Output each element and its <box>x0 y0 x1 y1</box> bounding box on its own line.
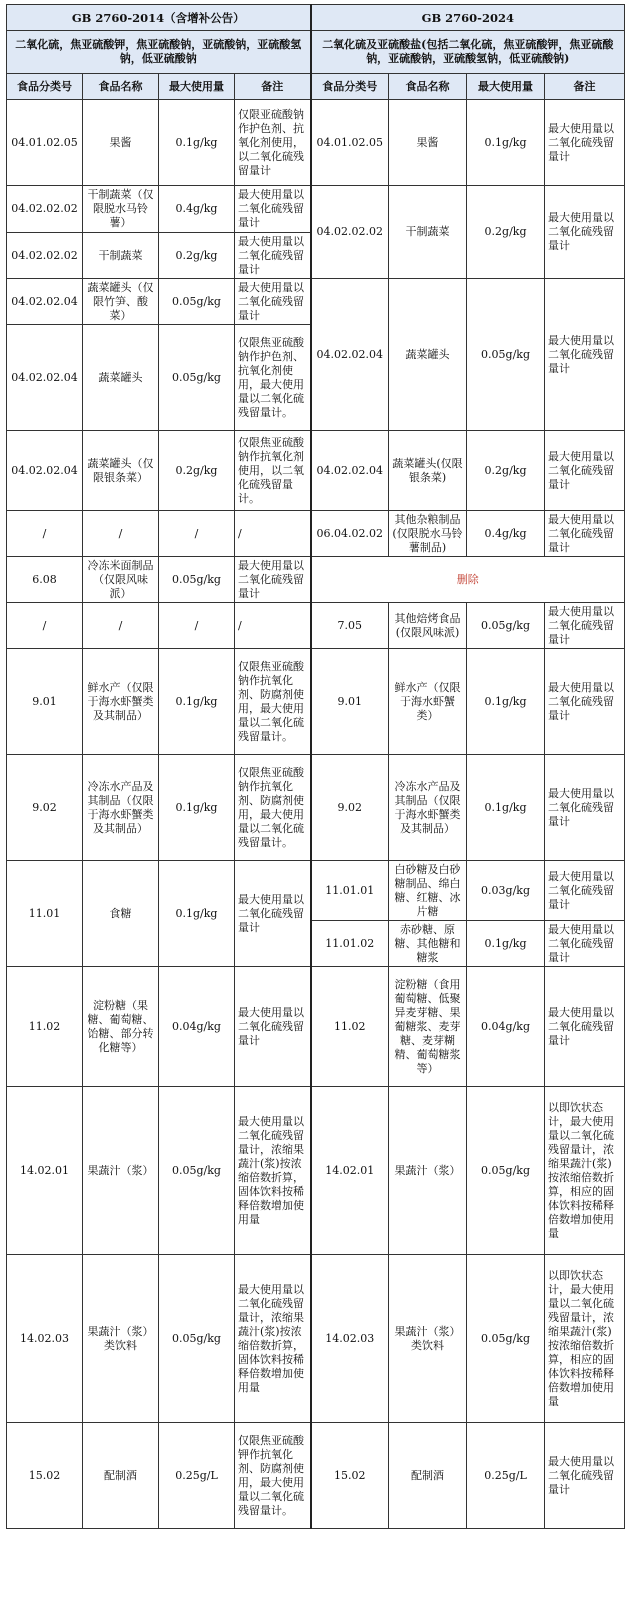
left-code: 04.01.02.05 <box>7 100 83 186</box>
right-max-amount: 0.03g/kg <box>467 861 545 921</box>
left-code: 11.02 <box>7 967 83 1087</box>
right-food-name: 其他焙烤食品(仅限风味派) <box>389 603 467 649</box>
left-code: 15.02 <box>7 1423 83 1529</box>
right-food-name: 鲜水产（仅限于海水虾蟹类） <box>389 649 467 755</box>
left-note: 最大使用量以二氧化硫残留量计 <box>235 861 311 967</box>
left-food-name: 冷冻米面制品（仅限风味派） <box>83 557 159 603</box>
right-code: 14.02.01 <box>311 1087 389 1255</box>
left-food-name: 果蔬汁（浆）类饮料 <box>83 1255 159 1423</box>
left-max-amount: 0.05g/kg <box>159 279 235 325</box>
left-note: 最大使用量以二氧化硫残留量计 <box>235 186 311 233</box>
right-food-name: 果酱 <box>389 100 467 186</box>
right-food-name: 干制蔬菜 <box>389 186 467 279</box>
left-food-name: 鲜水产（仅限于海水虾蟹类及其制品） <box>83 649 159 755</box>
table-row <box>7 279 625 325</box>
right-max-amount: 0.05g/kg <box>467 279 545 431</box>
left-food-name: 干制蔬菜 <box>83 233 159 279</box>
right-note: 最大使用量以二氧化硫残留量计 <box>545 861 625 921</box>
left-max-amount: 0.2g/kg <box>159 431 235 511</box>
right-note: 最大使用量以二氧化硫残留量计 <box>545 186 625 279</box>
right-max-amount: 0.05g/kg <box>467 1087 545 1255</box>
right-code: 04.02.02.04 <box>311 279 389 431</box>
col-header-note: 备注 <box>235 74 311 100</box>
right-code: 15.02 <box>311 1423 389 1529</box>
table-row <box>7 1255 625 1423</box>
left-substances: 二氧化硫，焦亚硫酸钾，焦亚硫酸钠，亚硫酸钠，亚硫酸氢钠，低亚硫酸钠 <box>7 31 311 74</box>
left-code: 9.02 <box>7 755 83 861</box>
right-code: 11.01.02 <box>311 921 389 967</box>
left-note: 最大使用量以二氧化硫残留量计 <box>235 557 311 603</box>
left-code: 04.02.02.04 <box>7 325 83 431</box>
right-code: 9.01 <box>311 649 389 755</box>
right-code: 06.04.02.02 <box>311 511 389 557</box>
left-food-name: 蔬菜罐头 <box>83 325 159 431</box>
left-max-amount: 0.05g/kg <box>159 1255 235 1423</box>
table-row <box>7 511 625 557</box>
sulfite-comparison-table <box>6 4 625 1529</box>
left-food-name: 蔬菜罐头（仅限竹笋、酸菜） <box>83 279 159 325</box>
col-header-note: 备注 <box>545 74 625 100</box>
left-max-amount: 0.1g/kg <box>159 100 235 186</box>
right-food-name: 淀粉糖（食用葡萄糖、低聚异麦芽糖、果葡糖浆、麦芽糖、麦芽糊精、葡萄糖浆等） <box>389 967 467 1087</box>
left-max-amount: 0.05g/kg <box>159 557 235 603</box>
right-food-name: 白砂糖及白砂糖制品、绵白糖、红糖、冰片糖 <box>389 861 467 921</box>
table-row <box>7 967 625 1087</box>
right-max-amount: 0.25g/L <box>467 1423 545 1529</box>
left-note: 仅限亚硫酸钠作护色剂、抗氧化剂使用，以二氧化硫残留量计 <box>235 100 311 186</box>
right-note: 最大使用量以二氧化硫残留量计 <box>545 755 625 861</box>
left-note: 仅限焦亚硫酸钠作抗氧化剂、防腐剂使用，最大使用量以二氧化硫残留量计。 <box>235 755 311 861</box>
left-code: 04.02.02.04 <box>7 279 83 325</box>
left-max-amount: 0.2g/kg <box>159 233 235 279</box>
col-header-amount: 最大使用量 <box>467 74 545 100</box>
table-row <box>7 603 625 649</box>
left-code: 14.02.03 <box>7 1255 83 1423</box>
left-code: 04.02.02.04 <box>7 431 83 511</box>
right-food-name: 果蔬汁（浆） <box>389 1087 467 1255</box>
left-food-name: 配制酒 <box>83 1423 159 1529</box>
right-note: 最大使用量以二氧化硫残留量计 <box>545 511 625 557</box>
left-max-amount: 0.25g/L <box>159 1423 235 1529</box>
left-max-amount: 0.04g/kg <box>159 967 235 1087</box>
table-row <box>7 186 625 233</box>
left-max-amount: 0.1g/kg <box>159 755 235 861</box>
table-row <box>7 649 625 755</box>
left-code: 14.02.01 <box>7 1087 83 1255</box>
left-note: 最大使用量以二氧化硫残留量计，浓缩果蔬汁(浆)按浓缩倍数折算，固体饮料按稀释倍数增加使用量 <box>235 1255 311 1423</box>
left-code: / <box>7 603 83 649</box>
col-header-name: 食品名称 <box>389 74 467 100</box>
right-note: 最大使用量以二氧化硫残留量计 <box>545 431 625 511</box>
left-note: 最大使用量以二氧化硫残留量计 <box>235 279 311 325</box>
right-food-name: 蔬菜罐头 <box>389 279 467 431</box>
table-row <box>7 431 625 511</box>
right-max-amount: 0.2g/kg <box>467 431 545 511</box>
right-standard-title: GB 2760-2024 <box>311 5 625 31</box>
right-note: 最大使用量以二氧化硫残留量计 <box>545 967 625 1087</box>
deleted-label: 删除 <box>311 557 625 603</box>
right-note: 最大使用量以二氧化硫残留量计 <box>545 921 625 967</box>
right-note: 以即饮状态计，最大使用量以二氧化硫残留量计，浓缩果蔬汁(浆)按浓缩倍数折算，相应的固体饮料按稀释倍数增加使用量 <box>545 1255 625 1423</box>
table-row <box>7 557 625 603</box>
right-max-amount: 0.2g/kg <box>467 186 545 279</box>
left-code: 9.01 <box>7 649 83 755</box>
table-row <box>7 1423 625 1529</box>
left-note: 仅限焦亚硫酸钾作抗氧化剂、防腐剂使用，最大使用量以二氧化硫残留量计。 <box>235 1423 311 1529</box>
right-code: 04.01.02.05 <box>311 100 389 186</box>
left-food-name: / <box>83 603 159 649</box>
left-code: 04.02.02.02 <box>7 186 83 233</box>
right-food-name: 赤砂糖、原糖、其他糖和糖浆 <box>389 921 467 967</box>
table-row <box>7 1087 625 1255</box>
left-food-name: 淀粉糖（果糖、葡萄糖、饴糖、部分转化糖等） <box>83 967 159 1087</box>
right-substances: 二氧化硫及亚硫酸盐(包括二氧化硫，焦亚硫酸钾，焦亚硫酸钠，亚硫酸钠，亚硫酸氢钠，低亚硫酸钠) <box>311 31 625 74</box>
right-code: 9.02 <box>311 755 389 861</box>
right-food-name: 果蔬汁（浆）类饮料 <box>389 1255 467 1423</box>
right-note: 最大使用量以二氧化硫残留量计 <box>545 1423 625 1529</box>
right-note: 最大使用量以二氧化硫残留量计 <box>545 100 625 186</box>
right-code: 04.02.02.04 <box>311 431 389 511</box>
right-code: 7.05 <box>311 603 389 649</box>
right-food-name: 其他杂粮制品(仅限脱水马铃薯制品) <box>389 511 467 557</box>
right-max-amount: 0.1g/kg <box>467 921 545 967</box>
left-code: 11.01 <box>7 861 83 967</box>
right-code: 11.02 <box>311 967 389 1087</box>
left-code: 04.02.02.02 <box>7 233 83 279</box>
left-food-name: / <box>83 511 159 557</box>
right-max-amount: 0.1g/kg <box>467 755 545 861</box>
left-food-name: 果蔬汁（浆） <box>83 1087 159 1255</box>
left-note: 最大使用量以二氧化硫残留量计，浓缩果蔬汁(浆)按浓缩倍数折算，固体饮料按稀释倍数增加使用量 <box>235 1087 311 1255</box>
right-max-amount: 0.1g/kg <box>467 649 545 755</box>
left-food-name: 蔬菜罐头（仅限银条菜） <box>83 431 159 511</box>
left-food-name: 干制蔬菜（仅限脱水马铃薯） <box>83 186 159 233</box>
left-food-name: 果酱 <box>83 100 159 186</box>
left-code: 6.08 <box>7 557 83 603</box>
table-row <box>7 861 625 921</box>
right-note: 最大使用量以二氧化硫残留量计 <box>545 649 625 755</box>
right-code: 14.02.03 <box>311 1255 389 1423</box>
right-max-amount: 0.1g/kg <box>467 100 545 186</box>
left-max-amount: 0.1g/kg <box>159 861 235 967</box>
right-food-name: 冷冻水产品及其制品（仅限于海水虾蟹类及其制品） <box>389 755 467 861</box>
left-note: / <box>235 511 311 557</box>
left-max-amount: / <box>159 511 235 557</box>
right-max-amount: 0.4g/kg <box>467 511 545 557</box>
left-food-name: 食糖 <box>83 861 159 967</box>
left-note: 仅限焦亚硫酸钠作护色剂、抗氧化剂使用，最大使用量以二氧化硫残留量计。 <box>235 325 311 431</box>
table-row <box>7 100 625 186</box>
table-row <box>7 755 625 861</box>
left-max-amount: 0.4g/kg <box>159 186 235 233</box>
right-code: 11.01.01 <box>311 861 389 921</box>
right-food-name: 蔬菜罐头(仅限银条菜) <box>389 431 467 511</box>
right-note: 最大使用量以二氧化硫残留量计 <box>545 603 625 649</box>
left-max-amount: 0.05g/kg <box>159 1087 235 1255</box>
comparison-table-container <box>6 4 624 1529</box>
col-header-name: 食品名称 <box>83 74 159 100</box>
left-note: 仅限焦亚硫酸钠作抗氧化剂使用，以二氧化硫残留量计。 <box>235 431 311 511</box>
left-max-amount: / <box>159 603 235 649</box>
right-code: 04.02.02.02 <box>311 186 389 279</box>
left-code: / <box>7 511 83 557</box>
col-header-amount: 最大使用量 <box>159 74 235 100</box>
left-food-name: 冷冻水产品及其制品（仅限于海水虾蟹类及其制品） <box>83 755 159 861</box>
left-max-amount: 0.05g/kg <box>159 325 235 431</box>
left-note: 仅限焦亚硫酸钠作抗氧化剂、防腐剂使用，最大使用量以二氧化硫残留量计。 <box>235 649 311 755</box>
right-max-amount: 0.04g/kg <box>467 967 545 1087</box>
right-max-amount: 0.05g/kg <box>467 603 545 649</box>
col-header-code: 食品分类号 <box>7 74 83 100</box>
right-note: 最大使用量以二氧化硫残留量计 <box>545 279 625 431</box>
left-note: 最大使用量以二氧化硫残留量计 <box>235 967 311 1087</box>
col-header-code: 食品分类号 <box>311 74 389 100</box>
left-note: 最大使用量以二氧化硫残留量计 <box>235 233 311 279</box>
right-food-name: 配制酒 <box>389 1423 467 1529</box>
left-max-amount: 0.1g/kg <box>159 649 235 755</box>
right-note: 以即饮状态计，最大使用量以二氧化硫残留量计，浓缩果蔬汁(浆)按浓缩倍数折算，相应的固体饮料按稀释倍数增加使用量 <box>545 1087 625 1255</box>
left-standard-title: GB 2760-2014（含增补公告） <box>7 5 311 31</box>
right-max-amount: 0.05g/kg <box>467 1255 545 1423</box>
left-note: / <box>235 603 311 649</box>
